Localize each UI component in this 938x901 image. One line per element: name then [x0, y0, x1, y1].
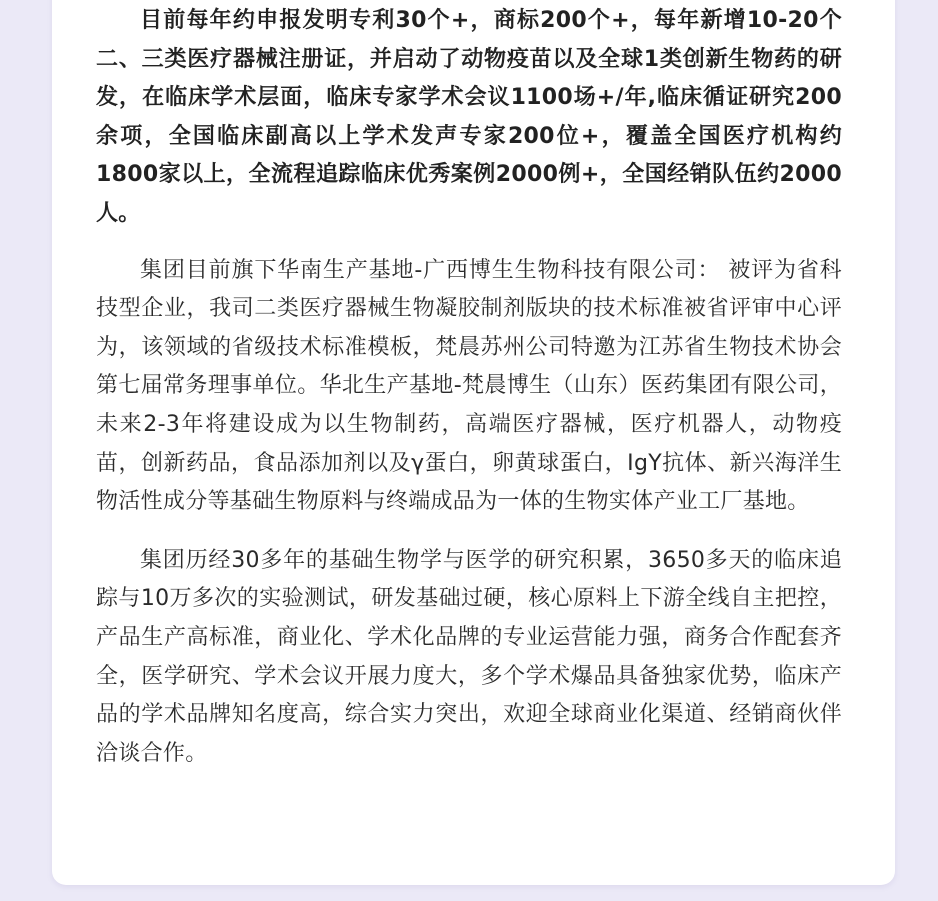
article-body	[96, 2, 842, 791]
paragraph-production-bases: 集团目前旗下华南生产基地-广西博生生物科技有限公司： 被评为省科技型企业，我司二类医疗器械生物凝胶制剂版块的技术标准被省评审中心评为，该领域的省级技术标准模板，梵晨苏州公司特邀为江苏省生物技术协会第七届常务理事单位。华北生产基地-梵晨博生（山东）医药集团有限公司，未来2-3年将建设成为以生物制药，高端医疗器械，医疗机器人，动物疫苗，创新药品，食品添加剂以及γ蛋白，卵黄球蛋白，IgY抗体、新兴海洋生物活性成分等基础生物原料与终端成品为一体的生物实体产业工厂基地。	[96, 257, 842, 515]
paragraph-research: 集团历经30多年的基础生物学与医学的研究积累，3650多天的临床追踪与10万多次的实验测试，研发基础过硬，核心原料上下游全线自主把控，产品生产高标准，商业化、学术化品牌的专业运营能力强，商务合作配套齐全，医学研究、学术会议开展力度大，多个学术爆品具备独家优势，临床产品的学术品牌知名度高，综合实力突出，欢迎全球商业化渠道、经销商伙伴洽谈合作。	[96, 547, 842, 766]
paragraph-intro: 目前每年约申报发明专利30个+，商标200个+，每年新增10-20个二、三类医疗器械注册证，并启动了动物疫苗以及全球1类创新生物药的研发，在临床学术层面，临床专家学术会议1100场+/年,临床循证研究200余项，全国临床副高以上学术发声专家200位+，覆盖全国医疗机构约1800家以上，全流程追踪临床优秀案例2000例+，全国经销队伍约2000人。	[96, 8, 842, 226]
